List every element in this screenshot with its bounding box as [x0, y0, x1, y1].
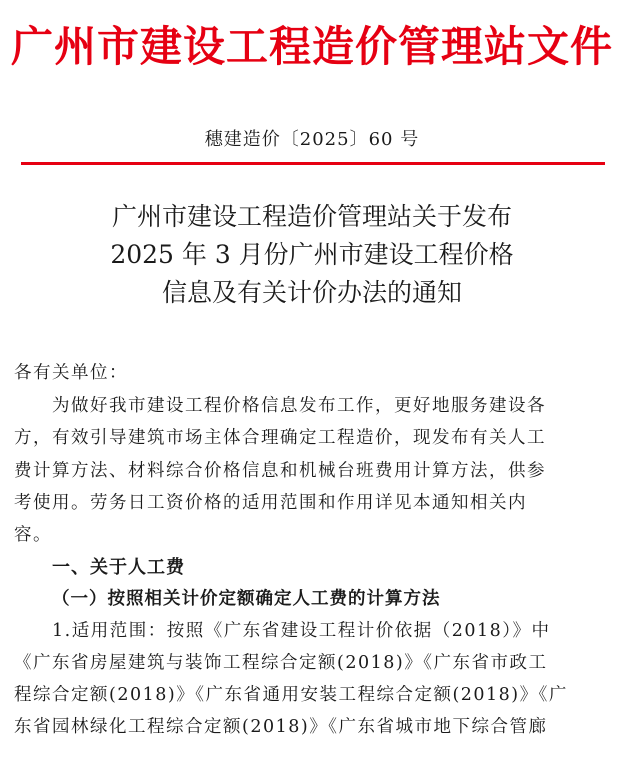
document-number: 穗建造价〔2025〕60 号 — [204, 129, 420, 150]
intro-line-4: 考使用。劳务日工资价格的适用范围和作用详见本通知相关内 — [14, 493, 527, 513]
notice-title-line-1: 广州市建设工程造价管理站关于发布 — [111, 202, 512, 231]
scope-line-2: 《广东省房屋建筑与装饰工程综合定额(2018)》《广东省市政工 — [14, 653, 548, 673]
intro-line-1: 为做好我市建设工程价格信息发布工作，更好地服务建设各 — [14, 396, 546, 416]
issuer-title: 广州市建设工程造价管理站文件 — [10, 22, 613, 71]
notice-title-line-3: 信息及有关计价办法的通知 — [161, 278, 462, 307]
intro-line-5: 容。 — [14, 525, 52, 545]
red-divider-line — [21, 162, 605, 165]
section-1-heading: 一、关于人工费 — [52, 557, 185, 578]
notice-title-line-2: 2025 年 3 月份广州市建设工程价格 — [110, 240, 514, 269]
salutation: 各有关单位： — [14, 363, 128, 383]
scope-line-3: 程综合定额(2018)》《广东省通用安装工程综合定额(2018)》《广 — [14, 685, 568, 705]
scope-line-1: 1.适用范围：按照《广东省建设工程计价依据（2018）》中 — [14, 621, 551, 641]
intro-line-2: 方，有效引导建筑市场主体合理确定工程造价，现发布有关人工 — [14, 428, 546, 448]
intro-line-3: 费计算方法、材料综合价格信息和机械台班费用计算方法，供参 — [14, 461, 546, 481]
section-1-subheading: （一）按照相关计价定额确定人工费的计算方法 — [52, 589, 441, 609]
notice-title — [0, 198, 624, 312]
scope-line-4: 东省园林绿化工程综合定额(2018)》《广东省城市地下综合管廊 — [14, 717, 548, 737]
